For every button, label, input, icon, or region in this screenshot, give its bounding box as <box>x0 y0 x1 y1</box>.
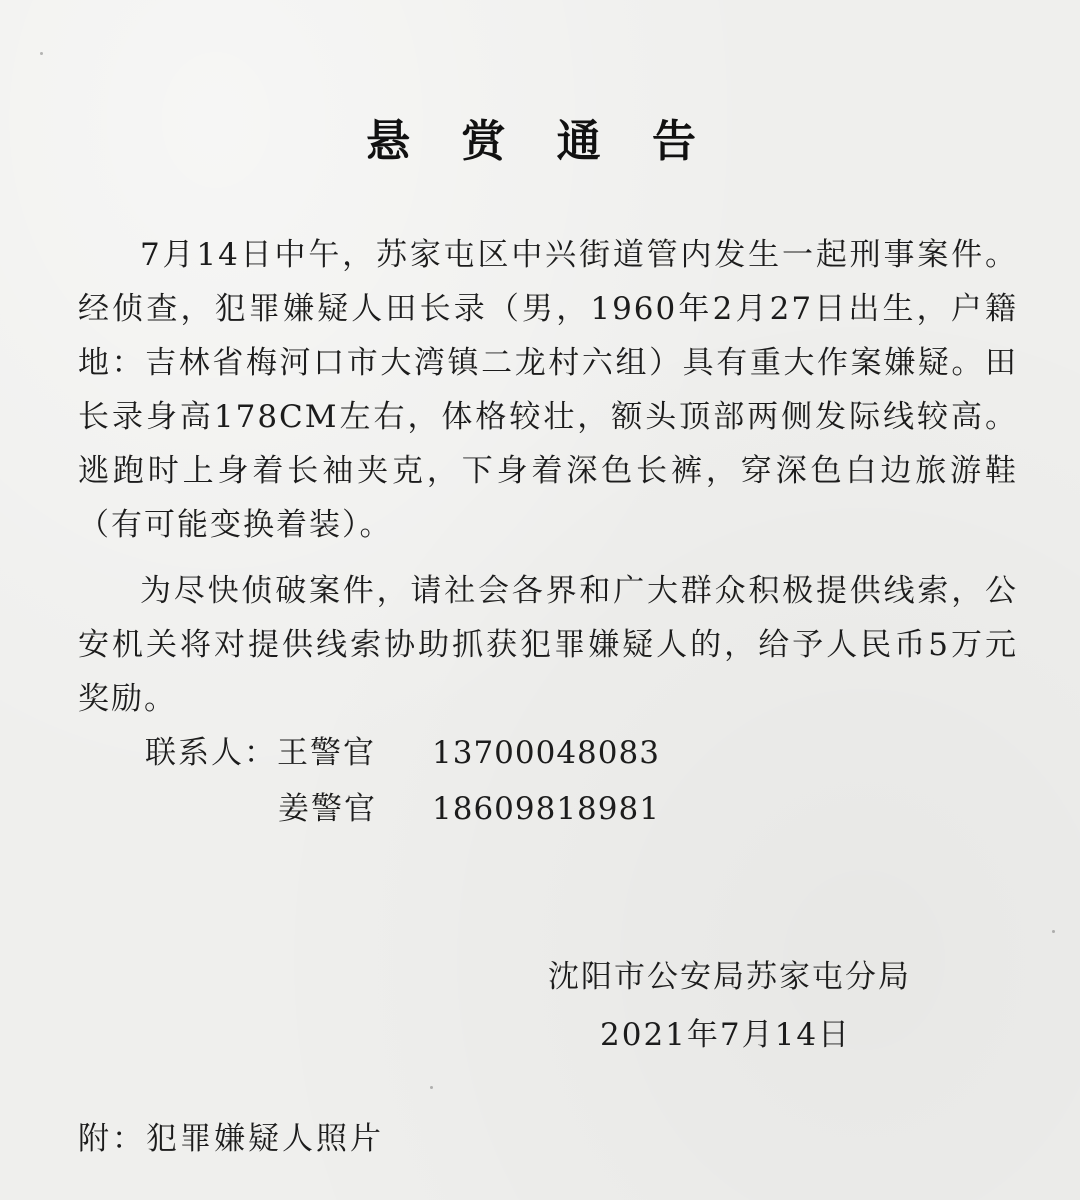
notice-title: 悬 赏 通 告 <box>366 116 714 167</box>
issuing-organization: 沈阳市公安局苏家屯分局 <box>548 959 911 995</box>
attachment-note: 附：犯罪嫌疑人照片 <box>78 1121 384 1157</box>
notice-reward-section <box>78 564 1018 726</box>
contact-label-jiang: 姜警官 <box>278 791 377 827</box>
contact-phone-jiang: 18609818981 <box>432 791 660 827</box>
scan-speck <box>1052 930 1055 933</box>
paragraph-case-description: 7月14日中午，苏家屯区中兴街道管内发生一起刑事案件。经侦查，犯罪嫌疑人田长录（男，1960年2月27日出生，户籍地：吉林省梅河口市大湾镇二龙村六组）具有重大作案嫌疑。田长录身高178CM左右，体格较壮，额头顶部两侧发际线较高。逃跑时上身着长袖夹克，下身着深色长裤，穿深色白边旅游鞋（有可能变换着装）。 <box>78 237 1018 543</box>
scan-speck <box>430 1086 433 1089</box>
contact-label-wang: 联系人：王警官 <box>145 735 376 771</box>
issue-date: 2021年7月14日 <box>600 1017 852 1053</box>
notice-body-section <box>78 228 1018 552</box>
scan-speck <box>40 52 43 55</box>
contact-phone-wang: 13700048083 <box>432 735 660 771</box>
paragraph-reward: 为尽快侦破案件，请社会各界和广大群众积极提供线索，公安机关将对提供线索协助抓获犯罪嫌疑人的，给予人民币5万元奖励。 <box>78 573 1018 717</box>
